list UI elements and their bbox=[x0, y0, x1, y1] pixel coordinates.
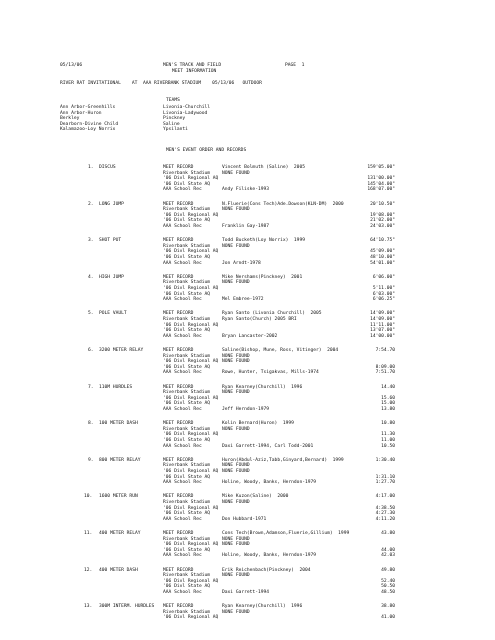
record-label: AAA School Rec bbox=[163, 516, 202, 522]
record-holder: NONE FOUND bbox=[222, 280, 250, 286]
record-label: AAA School Rec bbox=[163, 553, 202, 559]
record-mark: 52.40 bbox=[381, 578, 395, 584]
record-mark: 1:30.40 bbox=[375, 457, 395, 463]
event-name: DISCUS bbox=[99, 165, 116, 170]
event-name: SHOT PUT bbox=[99, 238, 122, 244]
record-mark: 4:11.20 bbox=[375, 516, 395, 522]
record-mark: 168'07.00" bbox=[367, 187, 395, 193]
record-label: '06 Divl State AQ bbox=[163, 474, 211, 480]
record-label: '06 Divl Regional AQ bbox=[163, 249, 219, 255]
report-date: 05/13/06 bbox=[60, 63, 83, 68]
record-label: '06 Divl State AQ bbox=[163, 584, 211, 590]
event-name: 3200 METER RELAY bbox=[99, 348, 144, 353]
team-name: Livonia-Churchill bbox=[163, 105, 211, 110]
record-label: AAA School Rec bbox=[163, 224, 202, 229]
record-label: '06 Divl State AQ bbox=[163, 181, 211, 187]
record-mark: 145'04.00" bbox=[367, 181, 395, 187]
record-mark: 159'05.00" bbox=[367, 165, 395, 170]
record-holder: NONE FOUND bbox=[222, 243, 250, 249]
record-mark: 54'01.00" bbox=[370, 260, 395, 266]
team-name: Berkley bbox=[60, 116, 80, 122]
record-holder: Bryan Lancaster-2002 bbox=[222, 333, 278, 339]
record-holder: NONE FOUND bbox=[222, 353, 250, 359]
record-label: Riverbank Stadium bbox=[163, 536, 211, 542]
event-number: 3. bbox=[88, 238, 94, 244]
event-number: 4. bbox=[88, 274, 94, 280]
record-label: '06 Divl State AQ bbox=[163, 364, 211, 370]
record-mark: 14.40 bbox=[381, 384, 395, 390]
record-mark: 64'10.75" bbox=[370, 238, 395, 244]
record-label: AAA School Rec bbox=[163, 187, 202, 193]
event-number: 9. bbox=[88, 457, 94, 463]
event-number: 8. bbox=[88, 421, 94, 427]
record-label: '06 Divl State AQ bbox=[163, 218, 211, 224]
record-holder: Jon Arndt-1978 bbox=[222, 260, 261, 266]
team-name: Saline bbox=[163, 121, 180, 127]
record-label: '06 Divl Regional AQ bbox=[163, 542, 219, 548]
record-label: Riverbank Stadium bbox=[163, 609, 211, 615]
record-holder: NONE FOUND bbox=[222, 463, 250, 469]
meet-line: RIVER RAT INVITATIONAL AT AAA RIVERBANK STADIUM 05/13/06 OUTDOOR bbox=[60, 81, 262, 86]
record-mark: 1:27.70 bbox=[375, 480, 395, 486]
record-holder: NONE FOUND bbox=[222, 469, 250, 474]
record-mark: 4:27.30 bbox=[375, 511, 395, 517]
record-label: MEET RECORD bbox=[163, 494, 194, 500]
record-label: AAA School Rec bbox=[163, 443, 202, 449]
event-name: 100 METER DASH bbox=[99, 421, 138, 427]
record-label: Riverbank Stadium bbox=[163, 170, 211, 176]
record-label: '06 Divl Regional AQ bbox=[163, 469, 219, 474]
record-mark: 13.80 bbox=[381, 407, 395, 412]
record-mark: 14'00.00" bbox=[370, 333, 395, 339]
record-holder: Rowe, Hunter, Tsigakvas, Mills-1974 bbox=[222, 370, 319, 376]
record-mark: 10.50 bbox=[381, 443, 395, 449]
record-mark: 44.00 bbox=[381, 547, 395, 553]
record-mark: 13'07.00" bbox=[370, 328, 395, 334]
record-holder: Holine, Woody, Banks, Herndon-1979 bbox=[222, 480, 317, 486]
record-holder: NONE FOUND bbox=[222, 500, 250, 505]
record-label: Riverbank Stadium bbox=[163, 243, 211, 249]
record-label: '06 Divl Regional AQ bbox=[163, 505, 219, 511]
record-holder: NONE FOUND bbox=[222, 542, 250, 548]
record-holder: Mel Embree-1972 bbox=[222, 297, 264, 303]
record-label: '06 Divl Regional AQ bbox=[163, 395, 219, 401]
event-name: POLE VAULT bbox=[99, 311, 127, 317]
record-mark: 6'06.25" bbox=[372, 297, 395, 303]
record-label: Riverbank Stadium bbox=[163, 426, 211, 432]
record-mark: 48'10.00" bbox=[370, 255, 395, 260]
event-number: 2. bbox=[88, 201, 94, 207]
record-holder: Cons Tech(Brown,Adamson,Fluerie,Gillium) 1999 bbox=[222, 531, 350, 536]
record-label: AAA School Rec bbox=[163, 370, 202, 376]
record-holder: Franklin Gay-1987 bbox=[222, 224, 270, 229]
team-name: Ann Arbor-Huron bbox=[60, 110, 102, 116]
record-mark: 11.00 bbox=[381, 438, 395, 443]
record-mark: 131'00.00" bbox=[367, 176, 395, 182]
event-name: 300M INTERM. HURDLES bbox=[99, 604, 155, 610]
record-label: '06 Divl Regional AQ bbox=[163, 212, 219, 218]
record-holder: NONE FOUND bbox=[222, 390, 250, 396]
record-label: Riverbank Stadium bbox=[163, 463, 211, 469]
record-label: MEET RECORD bbox=[163, 274, 194, 280]
record-label: MEET RECORD bbox=[163, 311, 194, 317]
record-label: AAA School Rec bbox=[163, 260, 202, 266]
record-label: AAA School Rec bbox=[163, 590, 202, 595]
event-number: 1. bbox=[88, 165, 94, 170]
record-holder: Holine, Woody, Banks, Herndon-1979 bbox=[222, 553, 317, 559]
record-holder: NONE FOUND bbox=[222, 609, 250, 615]
record-label: '06 Divl Regional AQ bbox=[163, 322, 219, 328]
record-label: Riverbank Stadium bbox=[163, 573, 211, 579]
record-holder: Ryan Santo(Church) 2005 BRI bbox=[222, 317, 297, 322]
record-mark: 15.00 bbox=[381, 401, 395, 407]
event-number: 6. bbox=[88, 348, 94, 353]
record-label: '06 Divl Regional AQ bbox=[163, 176, 219, 182]
record-mark: 4:38.50 bbox=[375, 505, 395, 511]
record-holder: Vincent Bolmuth (Saline) 2005 bbox=[222, 165, 305, 170]
event-name: 110M HURDLES bbox=[99, 384, 133, 390]
record-holder: Saline(Bishop, Mune, Ross, Vitinger) 2004 bbox=[222, 348, 339, 353]
record-holder: Ryan Santo (Livonia Churchill) 2005 bbox=[222, 311, 322, 317]
record-mark: 49.80 bbox=[381, 567, 395, 573]
record-mark: 48.50 bbox=[381, 590, 395, 595]
record-holder: NONE FOUND bbox=[222, 426, 250, 432]
record-mark: 8:09.00 bbox=[375, 364, 395, 370]
event-number: 12. bbox=[84, 567, 93, 573]
record-holder: Daxi Garrett-1994, Carl Todd-2001 bbox=[222, 443, 314, 449]
record-label: '06 Divl Regional AQ bbox=[163, 286, 219, 291]
report-title: MEN'S TRACK AND FIELD bbox=[163, 63, 222, 68]
record-label: MEET RECORD bbox=[163, 165, 194, 170]
record-label: AAA School Rec bbox=[163, 407, 202, 412]
record-label: '06 Divl State AQ bbox=[163, 291, 211, 297]
record-label: '06 Divl Regional AQ bbox=[163, 359, 219, 365]
record-label: Riverbank Stadium bbox=[163, 500, 211, 505]
record-mark: 6'03.00" bbox=[372, 291, 395, 297]
event-number: 11. bbox=[84, 531, 93, 536]
team-name: Ypsilanti bbox=[163, 127, 188, 133]
record-holder: NONE FOUND bbox=[222, 359, 250, 365]
record-holder: NONE FOUND bbox=[222, 170, 250, 176]
record-mark: 6'06.00" bbox=[372, 274, 395, 280]
record-mark: 7:51.70 bbox=[375, 370, 395, 376]
record-label: '06 Divl Regional AQ bbox=[163, 578, 219, 584]
record-holder: NONE FOUND bbox=[222, 207, 250, 213]
record-label: '06 Divl State AQ bbox=[163, 401, 211, 407]
record-mark: 38.80 bbox=[381, 604, 395, 610]
record-holder: NONE FOUND bbox=[222, 536, 250, 542]
record-label: MEET RECORD bbox=[163, 567, 194, 573]
record-mark: 5'11.00" bbox=[372, 286, 395, 291]
record-label: Riverbank Stadium bbox=[163, 353, 211, 359]
record-mark: 21'02.00" bbox=[370, 218, 395, 224]
record-mark: 24'03.00" bbox=[370, 224, 395, 229]
teams-heading: TEAMS bbox=[166, 98, 180, 103]
record-mark: 50.50 bbox=[381, 584, 395, 590]
record-mark: 1:31.10 bbox=[375, 474, 395, 480]
record-label: '06 Divl Regional AQ bbox=[163, 432, 219, 438]
record-label: MEET RECORD bbox=[163, 457, 194, 463]
record-mark: 7:54.70 bbox=[375, 348, 395, 353]
record-label: '06 Divl State AQ bbox=[163, 511, 211, 517]
event-name: LONG JUMP bbox=[99, 201, 124, 207]
event-number: 7. bbox=[88, 384, 94, 390]
record-label: MEET RECORD bbox=[163, 384, 194, 390]
record-holder: Huron(Abdul-Aziz,Tabb,Ginyard,Bernard) 1999 bbox=[222, 457, 344, 463]
record-holder: Todd Bucketh(Loy Norrix) 1999 bbox=[222, 238, 305, 244]
page-number: PAGE 1 bbox=[285, 63, 305, 68]
record-label: Riverbank Stadium bbox=[163, 207, 211, 213]
team-name: Dearborn-Divine Child bbox=[60, 121, 119, 127]
record-label: MEET RECORD bbox=[163, 531, 194, 536]
record-label: Riverbank Stadium bbox=[163, 317, 211, 322]
record-holder: Mike Nershams(Pinckney) 2001 bbox=[222, 274, 303, 280]
record-holder: Jeff Herndon-1979 bbox=[222, 407, 270, 412]
record-holder: Andy Filiske-1993 bbox=[222, 187, 270, 193]
record-label: '06 Divl State AQ bbox=[163, 438, 211, 443]
record-holder: Daxi Garrett-1994 bbox=[222, 590, 270, 595]
record-mark: 19'08.00" bbox=[370, 212, 395, 218]
record-mark: 14'09.00" bbox=[370, 311, 395, 317]
record-mark: 45'09.00" bbox=[370, 249, 395, 255]
record-holder: Mike Kuzon(Saline) 2000 bbox=[222, 494, 289, 500]
event-name: 800 METER RELAY bbox=[99, 457, 141, 463]
event-name: 1600 METER RUN bbox=[99, 494, 138, 500]
record-label: MEET RECORD bbox=[163, 348, 194, 353]
team-name: Livonia-Ladywood bbox=[163, 110, 208, 116]
team-name: Ann Arbor-Greenhills bbox=[60, 105, 116, 110]
event-number: 13. bbox=[84, 604, 93, 610]
record-label: Riverbank Stadium bbox=[163, 390, 211, 396]
record-mark: 11.30 bbox=[381, 432, 395, 438]
record-label: '06 Divl State AQ bbox=[163, 255, 211, 260]
record-mark: 41.00 bbox=[381, 615, 395, 621]
record-holder: NONE FOUND bbox=[222, 573, 250, 579]
report-subtitle: MEET INFORMATION bbox=[172, 69, 217, 74]
record-label: '06 Divl State AQ bbox=[163, 328, 211, 334]
record-mark: 4:17.00 bbox=[375, 494, 395, 500]
record-label: '06 Divl Regional AQ bbox=[163, 615, 219, 621]
record-label: MEET RECORD bbox=[163, 201, 194, 207]
record-mark: 15.60 bbox=[381, 395, 395, 401]
record-mark: 43.80 bbox=[381, 531, 395, 536]
team-name: Kalamazoo-Loy Norrix bbox=[60, 127, 116, 133]
record-holder: N.Fluerie(Cons Tech)Ade.Dowson(KLN-DM) 2000 bbox=[222, 201, 344, 207]
team-name: Pinckney bbox=[163, 116, 186, 122]
event-number: 10. bbox=[84, 494, 93, 500]
record-mark: 10.80 bbox=[381, 421, 395, 427]
event-name: 400 METER DASH bbox=[99, 567, 138, 573]
record-holder: Erik Reichenbach(Pinckney) 2004 bbox=[222, 567, 311, 573]
record-holder: Ryan Kearney(Churchill) 1996 bbox=[222, 384, 303, 390]
record-label: AAA School Rec bbox=[163, 333, 202, 339]
record-label: '06 Divl State AQ bbox=[163, 547, 211, 553]
event-number: 5. bbox=[88, 311, 94, 317]
record-label: MEET RECORD bbox=[163, 604, 194, 610]
record-label: MEET RECORD bbox=[163, 421, 194, 427]
records-heading: MEN'S EVENT ORDER AND RECORDS bbox=[166, 148, 247, 153]
event-name: HIGH JUMP bbox=[99, 274, 124, 280]
record-holder: Don Hubbard-1971 bbox=[222, 516, 267, 522]
record-label: MEET RECORD bbox=[163, 238, 194, 244]
record-holder: Kolin Bernard(Huron) 1999 bbox=[222, 421, 294, 427]
record-label: AAA School Rec bbox=[163, 480, 202, 486]
record-holder: Ryan Kearney(Churchill) 1996 bbox=[222, 604, 303, 610]
record-mark: 11'11.00" bbox=[370, 322, 395, 328]
record-mark: 42.03 bbox=[381, 553, 395, 559]
record-mark: 14'09.00" bbox=[370, 317, 395, 322]
record-mark: 20'10.50" bbox=[370, 201, 395, 207]
record-label: Riverbank Stadium bbox=[163, 280, 211, 286]
record-label: AAA School Rec bbox=[163, 297, 202, 303]
event-name: 400 METER RELAY bbox=[99, 531, 141, 536]
